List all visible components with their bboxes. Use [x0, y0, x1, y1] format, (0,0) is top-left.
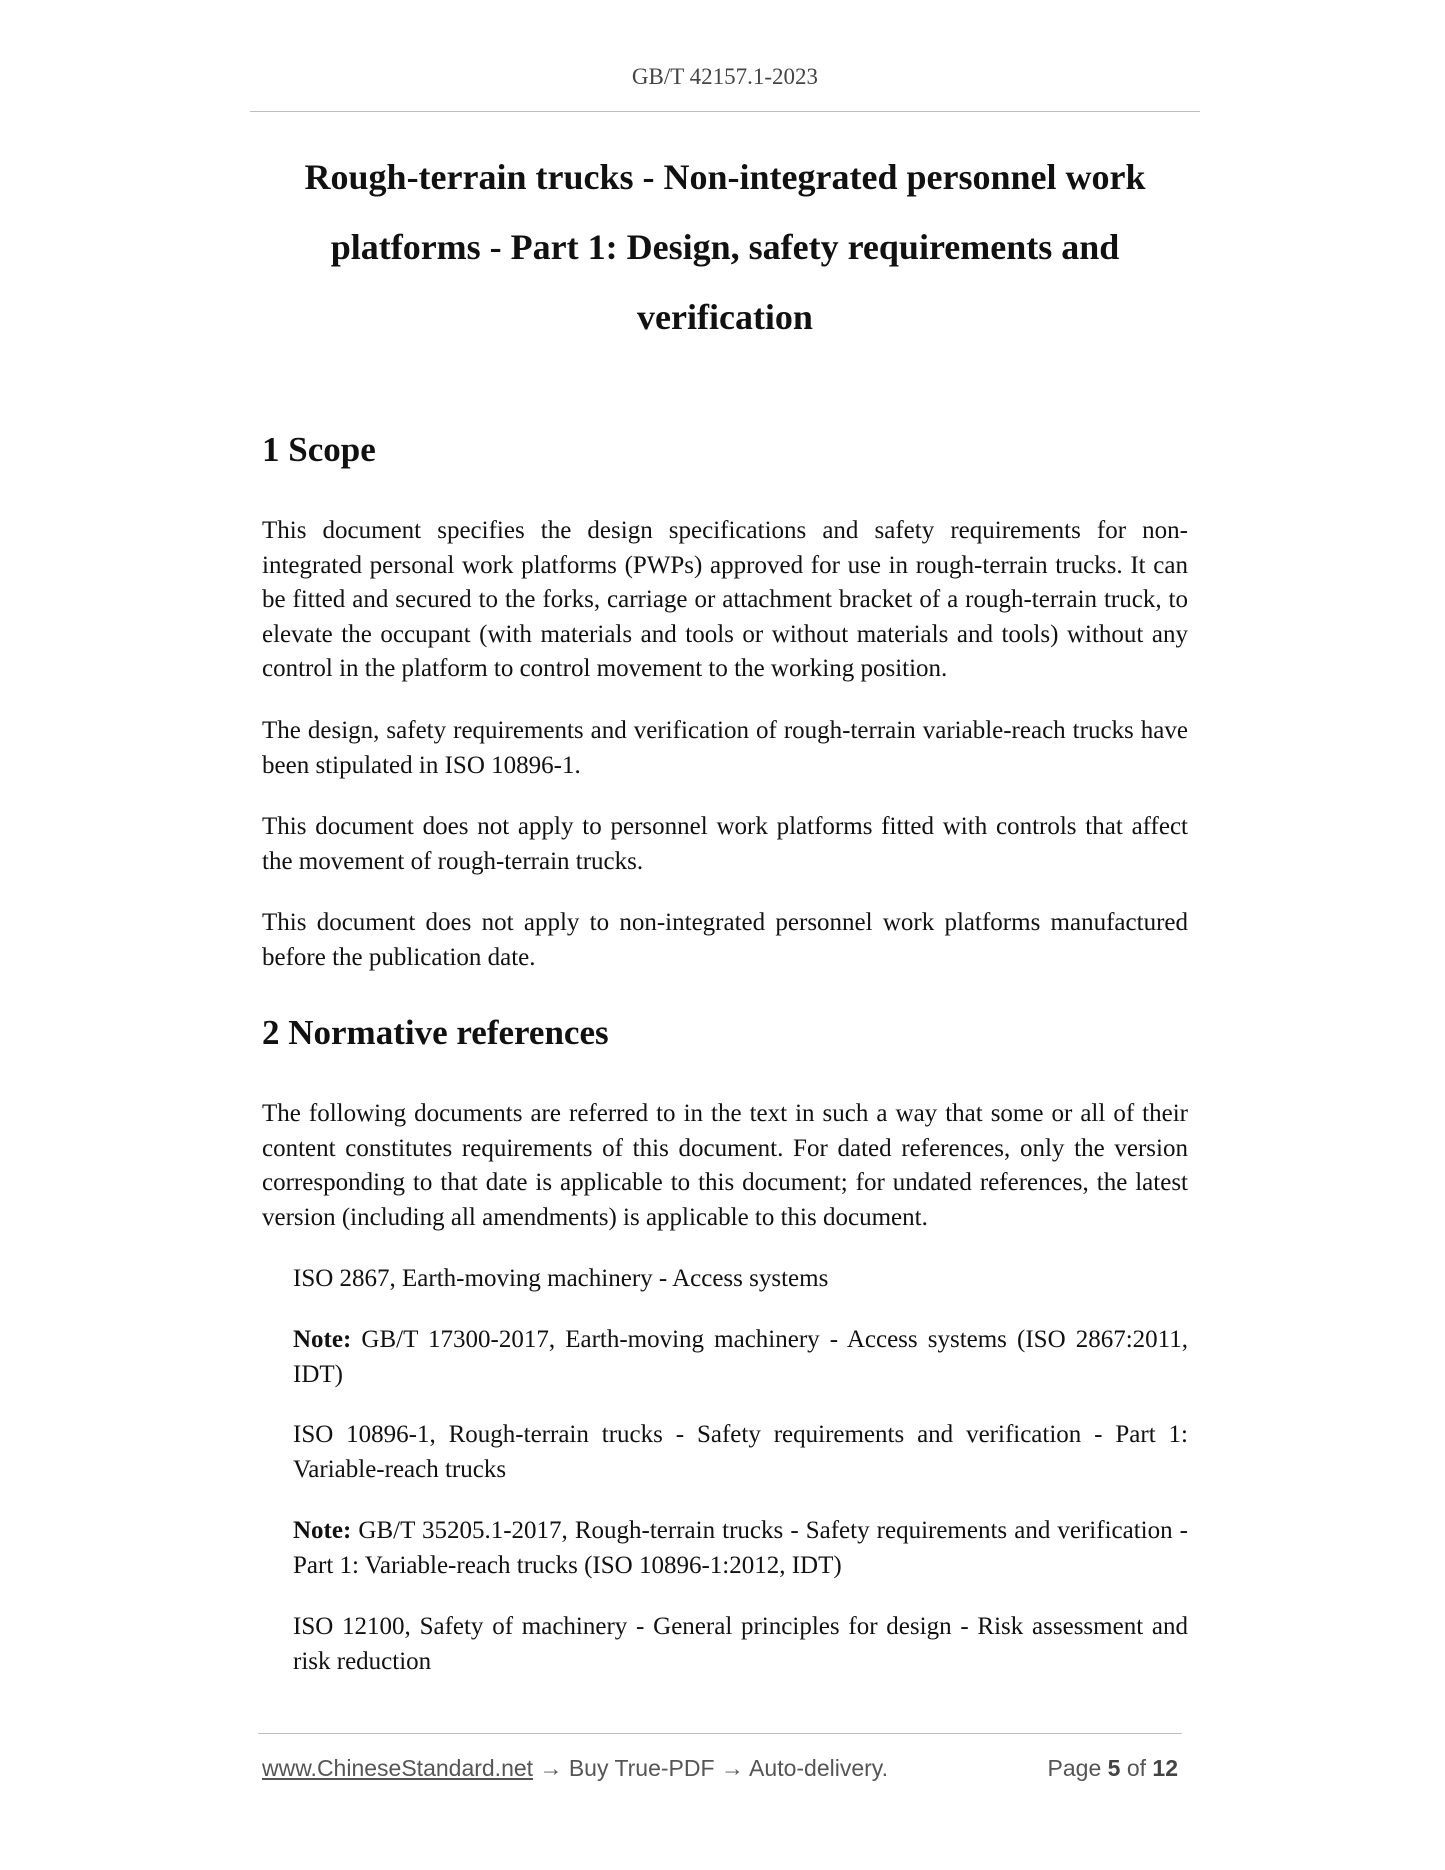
reference-iso-2867: ISO 2867, Earth-moving machinery - Access systems [293, 1265, 829, 1292]
current-page-number: 5 [1107, 1755, 1121, 1781]
reference-iso-12100: ISO 12100, Safety of machinery - General principles for design - Risk assessment and risk reduction [293, 1613, 1188, 1675]
scope-paragraph-2: The design, safety requirements and verification of rough-terrain variable-reach trucks have been stipulated in ISO 10896-1. [262, 717, 1188, 779]
section-heading-normative-references: 2 Normative references [262, 1013, 609, 1052]
scope-paragraph-1: This document specifies the design specifications and safety requirements for non-integrated personal work platforms (PWPs) approved for use in rough-terrain trucks. It can be fitted and secured to the forks, carriage or attachment bracket of a rough-terrain truck, to elevate the occupant (with materials and tools or without materials and tools) without any control in the platform to control movement to the working position. [262, 517, 1188, 683]
section-heading-scope: 1 Scope [262, 430, 376, 469]
scope-paragraph-4: This document does not apply to non-integrated personnel work platforms manufactured before the publication date. [262, 909, 1188, 971]
header-divider [250, 111, 1200, 112]
document-title: Rough-terrain trucks - Non-integrated personnel work platforms - Part 1: Design, safety requirements and verification [304, 157, 1146, 337]
footer-promo-text: → Buy True-PDF → Auto-delivery. [533, 1755, 888, 1781]
reference-note-gbt-17300 [293, 1323, 1188, 1392]
reference-iso-10896-1: ISO 10896-1, Rough-terrain trucks - Safety requirements and verification - Part 1: Variable-reach trucks [293, 1421, 1188, 1483]
note-label: Note: [293, 1326, 352, 1353]
scope-paragraph-3: This document does not apply to personnel work platforms fitted with controls that affect the movement of rough-terrain trucks. [262, 813, 1188, 875]
note-text: GB/T 17300-2017, Earth-moving machinery - Access systems (ISO 2867:2011, IDT) [293, 1326, 1188, 1388]
footer-divider [258, 1733, 1182, 1734]
reference-note-gbt-35205 [293, 1514, 1188, 1583]
page-header-doc-id: GB/T 42157.1-2023 [631, 64, 819, 89]
note-label: Note: [293, 1517, 352, 1544]
page-footer [262, 1755, 1182, 1782]
page-indicator [1048, 1755, 1178, 1782]
page-label: Page [1047, 1755, 1102, 1781]
website-link[interactable]: www.ChineseStandard.net [262, 1755, 534, 1781]
references-intro-paragraph: The following documents are referred to in the text in such a way that some or all of their content constitutes requirements of this document. For dated references, only the version corresponding to that date is applicable to this document; for undated references, the latest version (including all amendments) is applicable to this document. [262, 1100, 1188, 1231]
note-text: GB/T 35205.1-2017, Rough-terrain trucks - Safety requirements and verification - Part 1: Variable-reach trucks (ISO 10896-1:2012, IDT) [293, 1517, 1189, 1579]
total-pages-number: 12 [1152, 1755, 1178, 1781]
of-label: of [1126, 1755, 1147, 1781]
